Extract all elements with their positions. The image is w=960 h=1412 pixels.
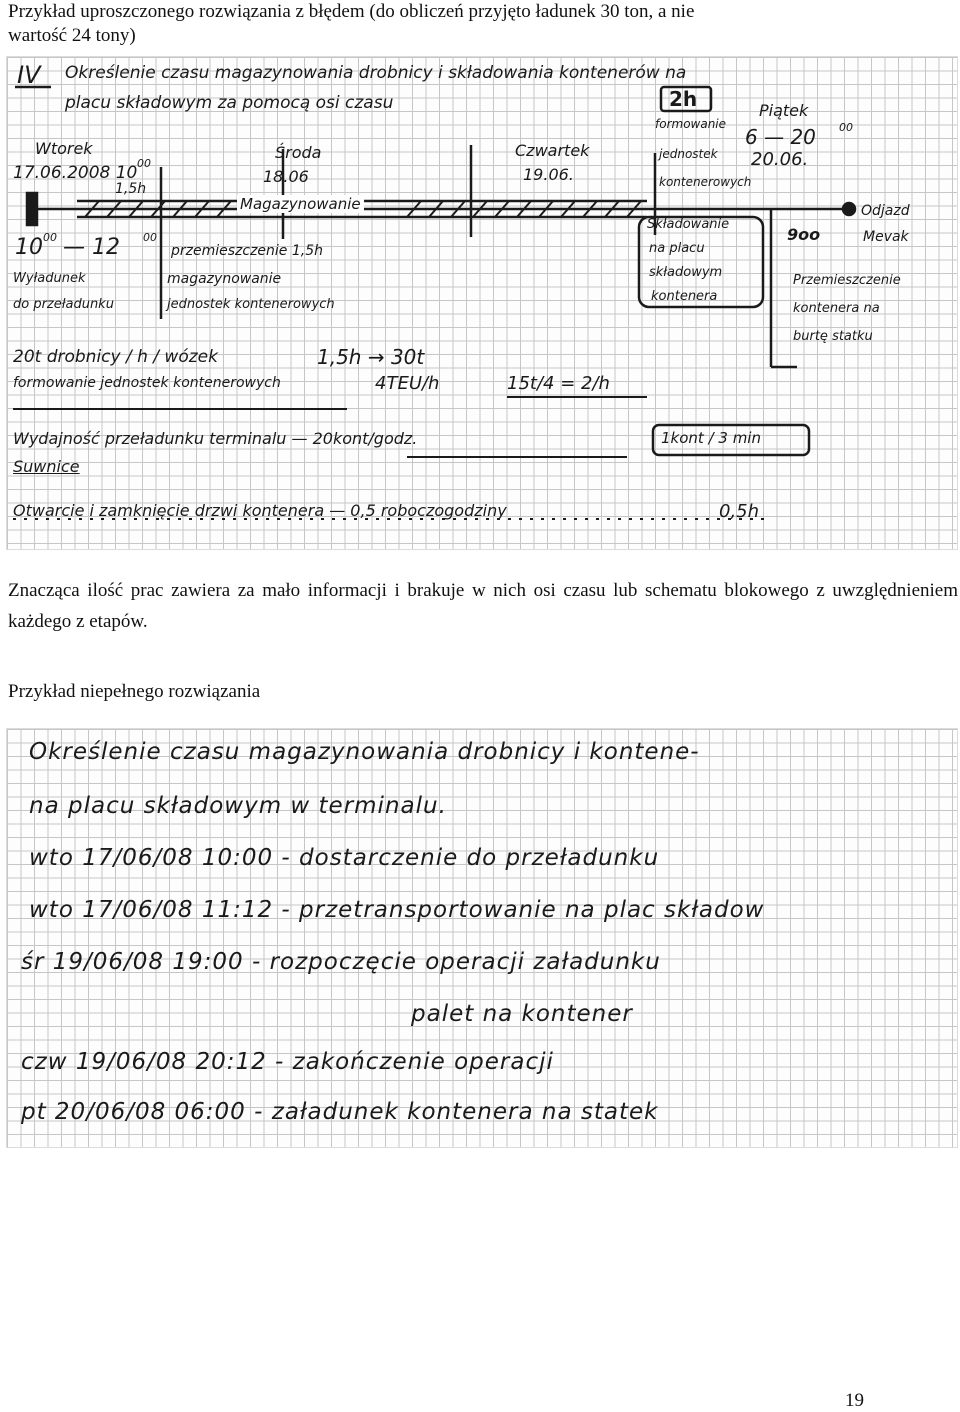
calc-15t: 15t/4 = 2/h [507, 373, 610, 394]
caption-simplified-solution: Przykład uproszczonego rozwiązania z błędem (do obliczeń przyjęto ładunek 30 ton, a nie wartość 24 tony) [8, 1, 695, 46]
commentary-paragraph: Znacząca ilość prac zawiera za mało informacji i brakuje w nich osi czasu lub schematu blokowego z uwzględnieniem każdego z etapów. [8, 580, 958, 632]
sroda-label: Środa [275, 143, 322, 162]
schedule-line-5: śr 19/06/08 19:00 - rozpoczęcie operacji załadunku [21, 949, 661, 975]
left-note-2: do przeładunku [13, 297, 114, 312]
przemieszczenie-r-3: burtę statku [793, 329, 873, 344]
przemieszczenie-3: jednostek kontenerowych [167, 297, 335, 312]
czwartek-date: 19.06. [523, 165, 574, 184]
time-sup-1: 00 [43, 231, 57, 244]
section-number: IV [17, 61, 41, 89]
handwritten-scan-schedule [6, 728, 958, 1148]
piatek-date: 20.06. [751, 149, 809, 170]
skladowanie-2: na placu [649, 241, 705, 256]
formowanie-3: kontenerowych [659, 175, 752, 189]
przemieszczenie-r-1: Przemieszczenie [793, 273, 901, 288]
odjazd-2: Mevak [863, 229, 909, 245]
piatek-hours: 6 — 20 [745, 125, 816, 149]
formowanie-2: jednostek [659, 147, 718, 161]
sroda-date: 18.06 [263, 167, 309, 186]
czwartek-label: Czwartek [515, 141, 590, 160]
boxed-2h: 2h [669, 87, 698, 111]
schedule-line-2: na placu składowym w terminalu. [29, 793, 447, 819]
bar-label: Magazynowanie [237, 195, 364, 213]
wtorek-label: Wtorek [35, 139, 93, 158]
time-sup-2: 00 [143, 231, 157, 244]
time-9oo: 9oo [787, 225, 821, 244]
calc-otwarcie: Otwarcie i zamknięcie drzwi kontenera — 0,5 roboczogodziny [13, 501, 507, 520]
calc-30t: 1,5h → 30t [317, 345, 425, 369]
calc-4teu: 4TEU/h [375, 373, 440, 394]
title-line-1: Określenie czasu magazynowania drobnicy i składowania kontenerów na [65, 63, 687, 83]
piatek-label: Piątek [759, 101, 809, 120]
wtorek-sup: 00 [137, 157, 151, 170]
schedule-line-7: czw 19/06/08 20:12 - zakończenie operacji [21, 1049, 554, 1075]
formowanie-1: formowanie [655, 117, 727, 131]
caption-incomplete-solution: Przykład niepełnego rozwiązania [8, 681, 261, 702]
calc-wydajnosc: Wydajność przeładunku terminalu — 20kont/godz. [13, 429, 418, 448]
wtorek-15h: 1,5h [115, 181, 147, 197]
skladowanie-3: składowym [649, 265, 723, 280]
time-end: — 12 [63, 235, 120, 260]
schedule-line-1: Określenie czasu magazynowania drobnicy i kontene- [29, 739, 700, 765]
przemieszczenie-1: przemieszczenie 1,5h [171, 243, 324, 259]
skladowanie-4: kontenera [651, 289, 718, 304]
calc-1kont: 1kont / 3 min [661, 429, 761, 447]
wtorek-date: 17.06.2008 10 [13, 163, 138, 183]
calc-drobnica: 20t drobnicy / h / wózek [13, 347, 218, 367]
title-line-2: placu składowym za pomocą osi czasu [65, 93, 394, 113]
calc-suwnice: Suwnice [13, 457, 80, 476]
schedule-line-6: palet na kontener [411, 1001, 633, 1027]
piatek-sup: 00 [839, 121, 853, 134]
calc-formowanie: formowanie jednostek kontenerowych [13, 375, 281, 391]
handwritten-scan-timeline [6, 56, 958, 550]
left-note-1: Wyładunek [13, 271, 86, 286]
schedule-line-4: wto 17/06/08 11:12 - przetransportowanie na plac składow [29, 897, 765, 923]
skladowanie-1: Składowanie [647, 217, 730, 232]
time-start: 10 [15, 235, 43, 260]
calc-05h: 0,5h [719, 501, 760, 522]
odjazd-1: Odjazd [861, 203, 910, 219]
przemieszczenie-r-2: kontenera na [793, 301, 880, 316]
page-number: 19 [845, 1390, 864, 1411]
przemieszczenie-2: magazynowanie [167, 271, 282, 287]
schedule-line-3: wto 17/06/08 10:00 - dostarczenie do przeładunku [29, 845, 660, 871]
schedule-line-8: pt 20/06/08 06:00 - załadunek kontenera na statek [21, 1099, 659, 1125]
